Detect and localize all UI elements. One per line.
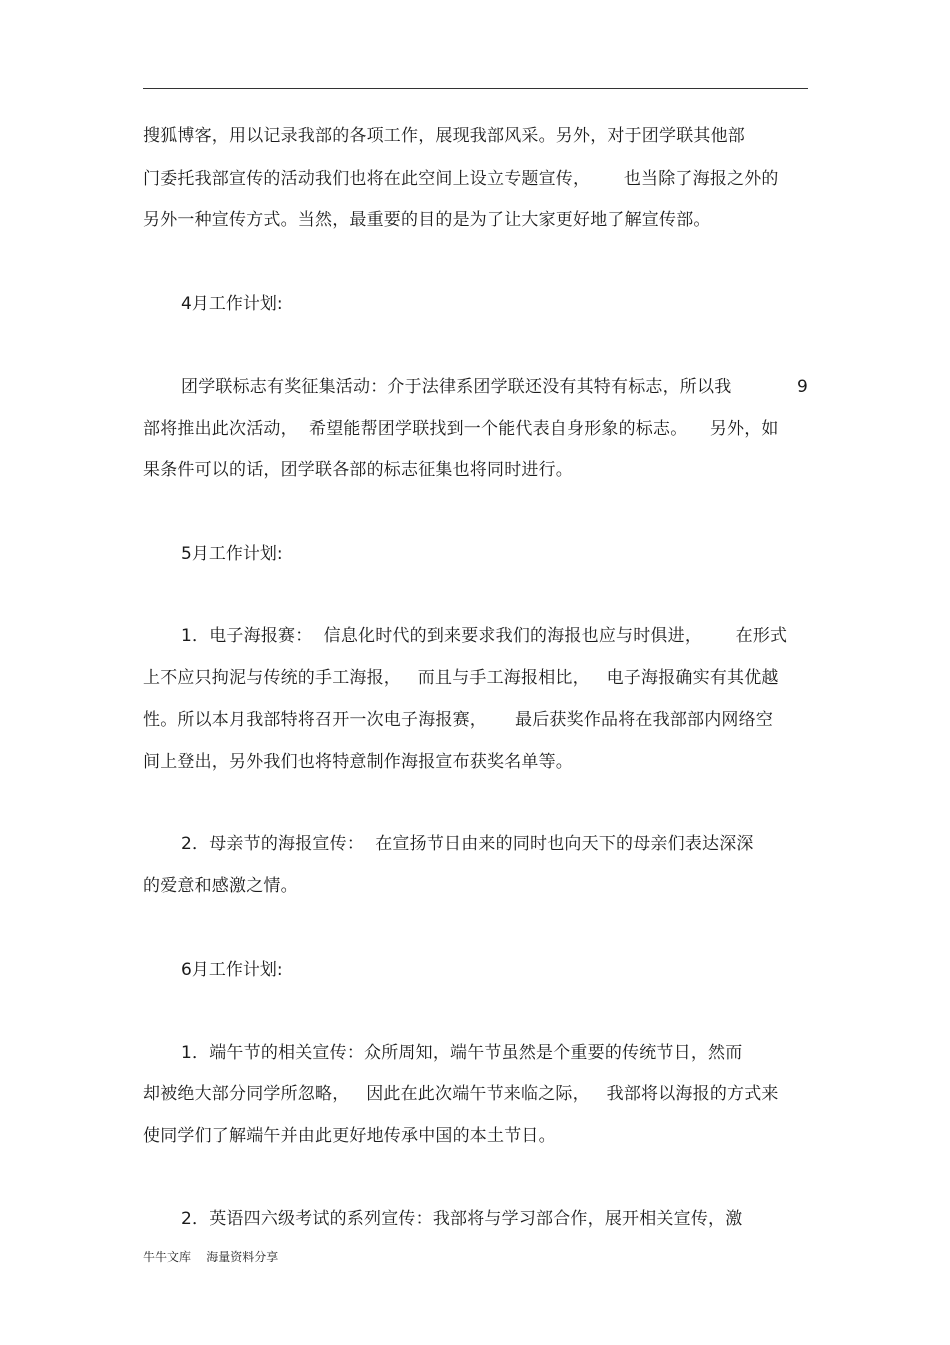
intro-line-3: 另外一种宣传方式。当然，最重要的目的是为了让大家更好地了解宣传部。 [143, 210, 711, 230]
june-item1-line-2: 却被绝大部分同学所忽略， 因此在此次端午节来临之际， 我部将以海报的方式来 [143, 1084, 779, 1104]
may-item1-line-4: 间上登出，另外我们也将特意制作海报宣布获奖名单等。 [143, 752, 573, 772]
may-heading: 5月工作计划: [181, 544, 283, 564]
june-item1-line-1: 1．端午节的相关宣传：众所周知，端午节虽然是个重要的传统节日，然而 [181, 1043, 743, 1063]
june-item2-line-1: 2．英语四六级考试的系列宣传：我部将与学习部合作，展开相关宣传，激 [181, 1209, 743, 1229]
june-item1-line-3: 使同学们了解端午并由此更好地传承中国的本土节日。 [143, 1126, 556, 1146]
june-heading: 6月工作计划: [181, 960, 283, 980]
april-line-3: 果条件可以的话，团学联各部的标志征集也将同时进行。 [143, 460, 573, 480]
april-line-2: 部将推出此次活动， 希望能帮团学联找到一个能代表自身形象的标志。 另外，如 [143, 419, 779, 439]
april-line-1: 团学联标志有奖征集活动：介于法律系团学联还没有其特有标志，所以我 [181, 377, 732, 397]
may-item2-line-1: 2．母亲节的海报宣传： 在宣扬节日由来的同时也向天下的母亲们表达深深 [181, 834, 754, 854]
april-trailing-number: 9 [797, 377, 808, 397]
may-item2-line-2: 的爱意和感激之情。 [143, 876, 298, 896]
may-item1-line-1: 1．电子海报赛： 信息化时代的到来要求我们的海报也应与时俱进， 在形式 [181, 626, 788, 646]
may-item1-line-2: 上不应只拘泥与传统的手工海报， 而且与手工海报相比， 电子海报确实有其优越 [143, 668, 779, 688]
april-heading: 4月工作计划: [181, 294, 283, 314]
intro-line-1: 搜狐博客，用以记录我部的各项工作，展现我部风采。另外，对于团学联其他部 [143, 126, 745, 146]
may-item1-line-3: 性。所以本月我部特将召开一次电子海报赛， 最后获奖作品将在我部部内网络空 [143, 710, 774, 730]
page-footer: 牛牛文库 海量资料分享 [143, 1250, 279, 1264]
intro-line-2: 门委托我部宣传的活动我们也将在此空间上设立专题宣传， 也当除了海报之外的 [143, 169, 779, 189]
header-rule [143, 88, 808, 89]
